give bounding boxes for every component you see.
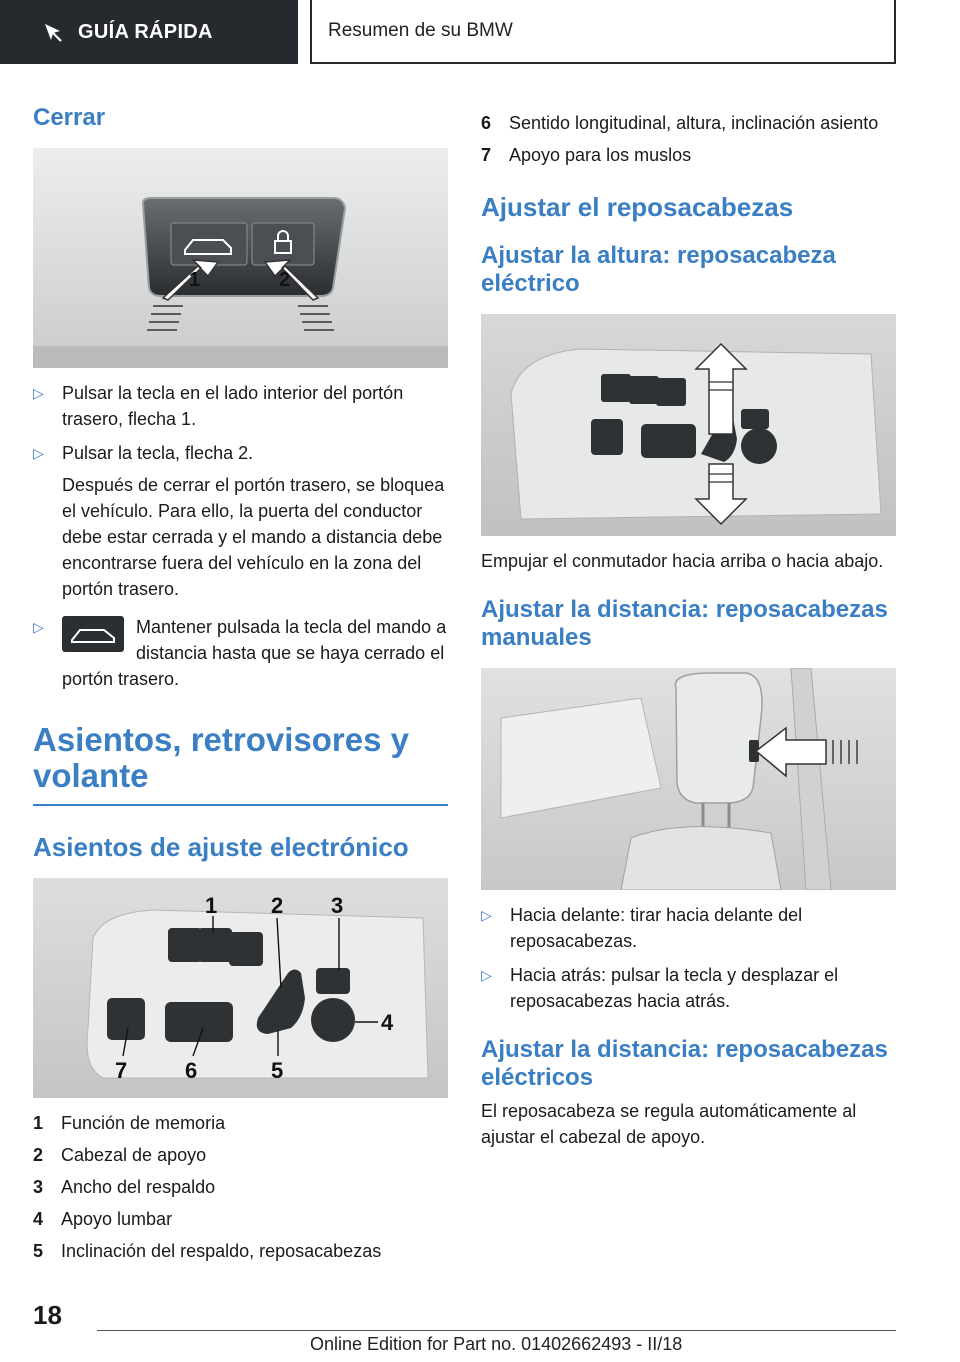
- seat-items-list: [33, 1110, 448, 1264]
- fig1-label-1: 1: [189, 269, 201, 291]
- height-text: Empujar el conmutador hacia arriba o hacia abajo.: [481, 551, 884, 571]
- list-item: 2 Cabezal de apoyo: [33, 1145, 207, 1165]
- edition-text: Online Edition for Part no. 01402662493 - II/18: [310, 1334, 683, 1354]
- close-note: Después de cerrar el portón trasero, se bloquea el vehículo. Para ello, la puerta del conductor debe estar cerrada y el mando a distancia debe encontrarse fuera del vehículo en la zona del portón trasero.: [62, 475, 445, 599]
- manual-bullet-2: ▷ Hacia atrás: pulsar la tecla y desplazar el reposacabezas hacia atrás.: [481, 962, 896, 1014]
- list-item: 5 Inclinación del respaldo, reposacabezas: [33, 1241, 382, 1261]
- heading-rule: [33, 804, 448, 806]
- remote-tailgate-key-icon: [62, 616, 124, 652]
- headrest-switch-image: [481, 314, 896, 536]
- bullet-arrow-icon: ▷: [33, 385, 44, 401]
- fig1-label-2: 2: [279, 269, 291, 291]
- fig2-label-5: 5: [271, 1058, 284, 1083]
- close-bullet-2: ▷ Pulsar la tecla, flecha 2.: [33, 440, 448, 466]
- close-heading: Cerrar: [33, 104, 106, 131]
- fig2-label-6: 6: [185, 1058, 198, 1083]
- bullet-arrow-icon: ▷: [481, 967, 492, 983]
- seat-heading: Asientos de ajuste electrónico: [33, 832, 409, 862]
- manual-heading: Ajustar la distancia: reposacabezas manuales: [481, 596, 888, 651]
- quick-guide-icon: [42, 21, 64, 43]
- electric-heading: Ajustar la distancia: reposacabezas eléctricos: [481, 1036, 888, 1091]
- page-number: 18: [33, 1300, 62, 1330]
- headrest-heading: Ajustar el reposacabezas: [481, 192, 794, 222]
- fig2-label-2: 2: [271, 893, 284, 918]
- fig2-label-4: 4: [381, 1010, 394, 1035]
- bullet-arrow-icon: ▷: [33, 445, 44, 461]
- bullet-arrow-icon: ▷: [33, 619, 44, 635]
- close-remote-bullet: ▷ Mantener pulsada la tecla del mando a distancia hasta que se haya cerrado el portón trasero.: [33, 614, 448, 692]
- seat-controls-image: [33, 878, 448, 1098]
- manual-headrest-image: [481, 668, 896, 890]
- footer-rule: [97, 1330, 896, 1331]
- bullet-arrow-icon: ▷: [481, 907, 492, 923]
- seat-items-list-continued: [481, 110, 896, 168]
- left-column: [33, 104, 448, 1264]
- list-item: 3 Ancho del respaldo: [33, 1177, 216, 1197]
- main-heading: Asientos, retrovisores y volante: [33, 721, 409, 794]
- fig2-label-7: 7: [115, 1058, 128, 1083]
- quick-guide-label: GUÍA RÁPIDA: [78, 20, 213, 43]
- section-title: [310, 0, 896, 64]
- tailgate-buttons-image: [33, 148, 448, 368]
- section-title-text: Resumen de su BMW: [328, 20, 513, 41]
- list-item: 1 Función de memoria: [33, 1113, 226, 1133]
- fig2-label-3: 3: [331, 893, 344, 918]
- height-heading: Ajustar la altura: reposacabeza eléctrico: [481, 242, 836, 297]
- list-item: 6 Sentido longitudinal, altura, inclinación asiento: [481, 113, 879, 133]
- quick-guide-tab[interactable]: [0, 0, 298, 64]
- right-column: [481, 104, 896, 1150]
- list-item: 4 Apoyo lumbar: [33, 1209, 173, 1229]
- list-item: 7 Apoyo para los muslos: [481, 145, 692, 165]
- close-bullet-1: ▷ Pulsar la tecla en el lado interior del portón trasero, flecha 1.: [33, 380, 448, 432]
- manual-bullet-1: ▷ Hacia delante: tirar hacia delante del reposacabezas.: [481, 902, 896, 954]
- electric-text: El reposacabeza se regula automáticamente al ajustar el cabezal de apoyo.: [481, 1101, 857, 1147]
- fig2-label-1: 1: [205, 893, 218, 918]
